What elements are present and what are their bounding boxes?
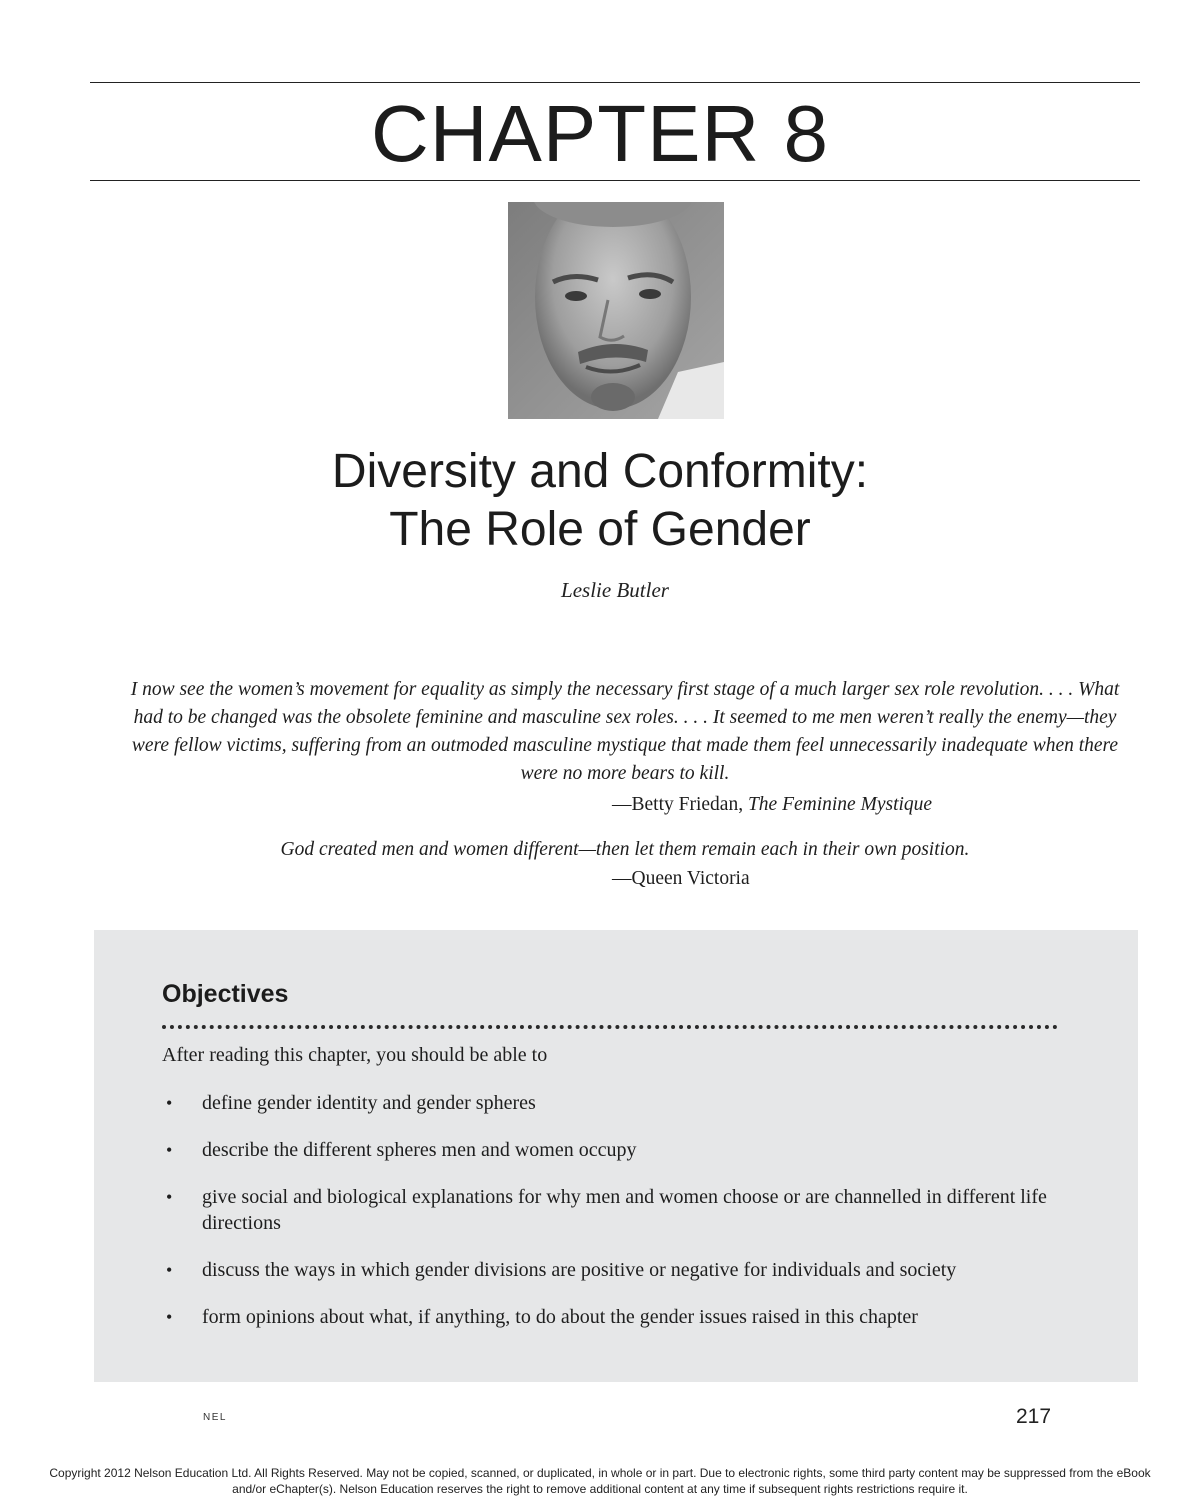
attribution-author: —Queen Victoria [612,868,750,889]
chapter-title-line-1: Diversity and Conformity: [331,445,869,498]
bottom-rule [90,180,1140,181]
list-item: • form opinions about what, if anything, to do about the gender issues raised in this chapter [166,1306,918,1328]
list-item: • give social and biological explanations for why men and women choose or are channelled in different life directions [166,1186,1047,1234]
author-photo-image [508,202,724,419]
bullet-icon: • [166,1093,173,1113]
chapter-label: CHAPTER 8 [371,89,829,178]
page-number: 217 [1016,1405,1052,1428]
epigraph-attribution-2 [612,868,750,890]
copyright-notice: Copyright 2012 Nelson Education Ltd. All Rights Reserved. May not be copied, scanned, or duplicated, in whole or in part. Due to electronic rights, some third party content may be suppressed from the eBook and/or eChapter(s). Nelson Education reserves the right to remove additional content at any time if subsequent rights restrictions require it. [49,1466,1151,1496]
bullet-icon: • [166,1260,173,1280]
objectives-intro: After reading this chapter, you should be able to [162,1044,548,1066]
attribution-work: The Feminine Mystique [747,794,933,815]
dotted-divider [162,1025,1058,1029]
author-name: Leslie Butler [561,578,669,602]
objectives-heading: Objectives [162,980,289,1008]
chapter-title [0,443,1200,559]
epigraph-quote-2: God created men and women different—then let them remain each in their own position. [280,839,970,860]
objectives-list [162,1090,1062,1351]
bullet-icon: • [166,1307,173,1327]
author-photo [508,202,724,419]
list-item: • describe the different spheres men and women occupy [166,1139,637,1161]
epigraph-attribution-1 [612,794,932,816]
chapter-title-line-2: The Role of Gender [389,503,811,556]
bullet-icon: • [166,1140,173,1160]
list-item: • define gender identity and gender spheres [166,1092,536,1114]
epigraph-quote-1: I now see the women’s movement for equality as simply the necessary first stage of a much larger sex role revolution. . . . What had to be changed was the obsolete feminine and masculine sex roles. . . . It seemed to me men weren’t really the enemy—they were fellow victims, suffering from an outmoded masculine mystique that made them feel unnecessarily inadequate when there were no more bears to kill. [130,679,1120,784]
objectives-box [94,930,1138,1382]
publisher-mark: NEL [203,1412,227,1423]
top-rule [90,82,1140,83]
attribution-author: —Betty Friedan, [612,794,748,815]
bullet-icon: • [166,1187,173,1207]
list-item: • discuss the ways in which gender divisions are positive or negative for individuals and society [166,1259,957,1281]
